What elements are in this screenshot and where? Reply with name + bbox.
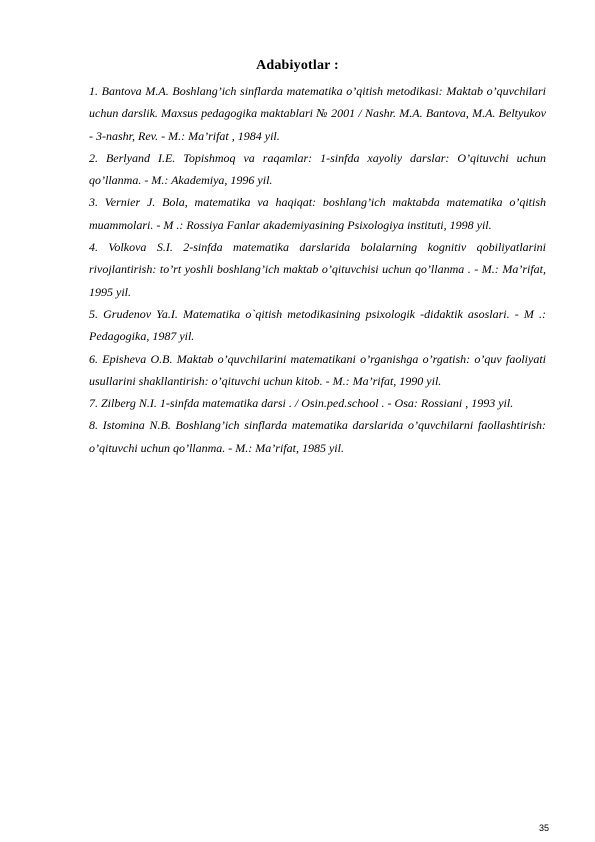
reference-list [89, 80, 546, 459]
reference-item: 2. Berlyand I.E. Topishmoq va raqamlar: 1-sinfda xayoliy darslar: O’qituvchi uchun qo’llanma. - M.: Akademiya, 1996 yil. [89, 150, 546, 188]
reference-item: 3. Vernier J. Bola, matematika va haqiqat: boshlang’ich maktabda matematika o’qitish muammolari. - M .: Rossiya Fanlar akademiyasining Psixologiya instituti, 1998 yil. [89, 195, 546, 232]
reference-item: 6. Episheva O.B. Maktab o’quvchilarini matematikani o’rganishga o’rgatish: o’quv faoliyati usullarini shakllantirish: o’qituvchi uchun kitob. - M.: Ma’rifat, 1990 yil. [89, 351, 546, 388]
page-heading: Adabiyotlar : [256, 58, 339, 73]
page-number: 35 [539, 823, 550, 833]
reference-item: 7. Zilberg N.I. 1-sinfda matematika darsi . / Osin.ped.school . - Osa: Rossiani , 1993 yil. [89, 396, 514, 411]
reference-item: 8. Istomina N.B. Boshlang’ich sinflarda matematika darslarida o’quvchilarni faollashtirish: o’qituvchi uchun qo’llanma. - M.: Ma’rifat, 1985 yil. [89, 418, 546, 455]
reference-item: 5. Grudenov Ya.I. Matematika o`qitish metodikasining psixologik -didaktik asoslari. - M .: Pedagogika, 1987 yil. [89, 306, 546, 344]
reference-item: 4. Volkova S.I. 2-sinfda matematika darslarida bolalarning kognitiv qobiliyatlarini rivojlantirish: to’rt yoshli boshlang’ich maktab o’qituvchisi uchun qo’llanma . - M.: Ma’rifat, 1995 yil. [89, 240, 546, 299]
reference-item: 1. Bantova M.A. Boshlang’ich sinflarda matematika o’qitish metodikasi: Maktab o’quvchilari uchun darslik. Maxsus pedagogika maktablari № 2001 / Nashr. M.A. Bantova, M.A. Beltyukov - 3-nashr, Rev. - M.: Ma’rifat , 1984 yil. [89, 84, 546, 143]
